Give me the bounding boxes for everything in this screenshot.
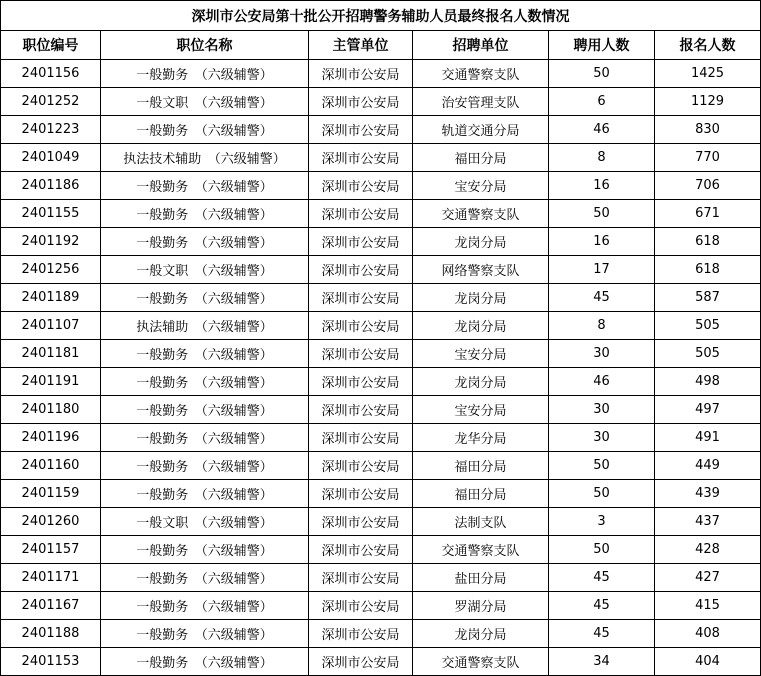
cell-position-code: 2401196 — [1, 424, 101, 452]
cell-applicants: 706 — [655, 172, 761, 200]
cell-recruiting-unit: 福田分局 — [413, 480, 549, 508]
cell-supervising-unit: 深圳市公安局 — [309, 620, 413, 648]
cell-applicants: 671 — [655, 200, 761, 228]
cell-position-code: 2401186 — [1, 172, 101, 200]
cell-applicants: 1425 — [655, 60, 761, 88]
table-row — [1, 620, 761, 648]
header-row — [1, 31, 761, 60]
cell-recruiting-unit: 龙岗分局 — [413, 284, 549, 312]
cell-hires: 50 — [549, 200, 655, 228]
cell-position-name: 一般文职 （六级辅警） — [101, 508, 309, 536]
cell-supervising-unit: 深圳市公安局 — [309, 116, 413, 144]
table-row — [1, 648, 761, 676]
cell-position-code: 2401157 — [1, 536, 101, 564]
cell-applicants: 437 — [655, 508, 761, 536]
table-row — [1, 564, 761, 592]
cell-position-code: 2401180 — [1, 396, 101, 424]
cell-supervising-unit: 深圳市公安局 — [309, 88, 413, 116]
cell-supervising-unit: 深圳市公安局 — [309, 424, 413, 452]
cell-applicants: 491 — [655, 424, 761, 452]
table-row — [1, 424, 761, 452]
cell-hires: 50 — [549, 536, 655, 564]
cell-recruiting-unit: 交通警察支队 — [413, 60, 549, 88]
cell-position-name: 一般勤务 （六级辅警） — [101, 200, 309, 228]
cell-position-name: 执法辅助 （六级辅警） — [101, 312, 309, 340]
table-title: 深圳市公安局第十批公开招聘警务辅助人员最终报名人数情况 — [1, 1, 761, 31]
cell-hires: 50 — [549, 60, 655, 88]
cell-supervising-unit: 深圳市公安局 — [309, 452, 413, 480]
cell-supervising-unit: 深圳市公安局 — [309, 284, 413, 312]
table-row — [1, 396, 761, 424]
cell-applicants: 830 — [655, 116, 761, 144]
cell-recruiting-unit: 罗湖分局 — [413, 592, 549, 620]
cell-position-code: 2401159 — [1, 480, 101, 508]
cell-hires: 30 — [549, 396, 655, 424]
cell-hires: 45 — [549, 564, 655, 592]
cell-position-name: 一般勤务 （六级辅警） — [101, 480, 309, 508]
table-row — [1, 144, 761, 172]
cell-supervising-unit: 深圳市公安局 — [309, 312, 413, 340]
cell-recruiting-unit: 网络警察支队 — [413, 256, 549, 284]
cell-applicants: 415 — [655, 592, 761, 620]
cell-recruiting-unit: 龙华分局 — [413, 424, 549, 452]
table-row — [1, 480, 761, 508]
table-row — [1, 116, 761, 144]
cell-applicants: 587 — [655, 284, 761, 312]
table-row — [1, 592, 761, 620]
cell-position-name: 一般文职 （六级辅警） — [101, 88, 309, 116]
cell-supervising-unit: 深圳市公安局 — [309, 172, 413, 200]
header-supervising-unit: 主管单位 — [309, 31, 413, 60]
cell-hires: 45 — [549, 284, 655, 312]
cell-supervising-unit: 深圳市公安局 — [309, 144, 413, 172]
cell-supervising-unit: 深圳市公安局 — [309, 648, 413, 676]
table-row — [1, 256, 761, 284]
cell-applicants: 497 — [655, 396, 761, 424]
cell-position-name: 一般勤务 （六级辅警） — [101, 648, 309, 676]
cell-recruiting-unit: 宝安分局 — [413, 340, 549, 368]
cell-hires: 34 — [549, 648, 655, 676]
cell-position-code: 2401167 — [1, 592, 101, 620]
cell-position-name: 一般勤务 （六级辅警） — [101, 396, 309, 424]
cell-recruiting-unit: 福田分局 — [413, 452, 549, 480]
cell-position-name: 一般勤务 （六级辅警） — [101, 564, 309, 592]
header-position-code: 职位编号 — [1, 31, 101, 60]
cell-recruiting-unit: 交通警察支队 — [413, 200, 549, 228]
cell-recruiting-unit: 交通警察支队 — [413, 536, 549, 564]
cell-recruiting-unit: 宝安分局 — [413, 172, 549, 200]
cell-supervising-unit: 深圳市公安局 — [309, 396, 413, 424]
cell-hires: 16 — [549, 172, 655, 200]
cell-position-code: 2401252 — [1, 88, 101, 116]
cell-supervising-unit: 深圳市公安局 — [309, 564, 413, 592]
table-row — [1, 284, 761, 312]
cell-position-name: 一般勤务 （六级辅警） — [101, 284, 309, 312]
cell-position-code: 2401188 — [1, 620, 101, 648]
cell-position-name: 一般文职 （六级辅警） — [101, 256, 309, 284]
header-applicants: 报名人数 — [655, 31, 761, 60]
cell-recruiting-unit: 治安管理支队 — [413, 88, 549, 116]
cell-hires: 3 — [549, 508, 655, 536]
cell-hires: 46 — [549, 116, 655, 144]
cell-recruiting-unit: 龙岗分局 — [413, 620, 549, 648]
cell-position-name: 一般勤务 （六级辅警） — [101, 368, 309, 396]
cell-applicants: 770 — [655, 144, 761, 172]
cell-recruiting-unit: 盐田分局 — [413, 564, 549, 592]
cell-applicants: 505 — [655, 312, 761, 340]
cell-position-name: 一般勤务 （六级辅警） — [101, 340, 309, 368]
cell-recruiting-unit: 宝安分局 — [413, 396, 549, 424]
title-row — [1, 1, 761, 31]
cell-position-code: 2401107 — [1, 312, 101, 340]
cell-recruiting-unit: 龙岗分局 — [413, 368, 549, 396]
cell-supervising-unit: 深圳市公安局 — [309, 508, 413, 536]
cell-hires: 30 — [549, 424, 655, 452]
cell-position-name: 一般勤务 （六级辅警） — [101, 116, 309, 144]
cell-position-name: 一般勤务 （六级辅警） — [101, 228, 309, 256]
cell-applicants: 408 — [655, 620, 761, 648]
cell-applicants: 449 — [655, 452, 761, 480]
cell-position-name: 一般勤务 （六级辅警） — [101, 620, 309, 648]
cell-applicants: 1129 — [655, 88, 761, 116]
cell-hires: 46 — [549, 368, 655, 396]
table-row — [1, 172, 761, 200]
cell-recruiting-unit: 福田分局 — [413, 144, 549, 172]
table-row — [1, 312, 761, 340]
table-row — [1, 536, 761, 564]
cell-recruiting-unit: 轨道交通分局 — [413, 116, 549, 144]
header-hires: 聘用人数 — [549, 31, 655, 60]
table-row — [1, 60, 761, 88]
cell-applicants: 404 — [655, 648, 761, 676]
cell-position-code: 2401155 — [1, 200, 101, 228]
cell-position-name: 一般勤务 （六级辅警） — [101, 536, 309, 564]
table-row — [1, 508, 761, 536]
table-body — [1, 60, 761, 676]
cell-position-name: 一般勤务 （六级辅警） — [101, 592, 309, 620]
cell-position-code: 2401171 — [1, 564, 101, 592]
table-row — [1, 228, 761, 256]
cell-hires: 50 — [549, 480, 655, 508]
cell-position-code: 2401223 — [1, 116, 101, 144]
table-row — [1, 88, 761, 116]
table-row — [1, 200, 761, 228]
cell-position-name: 执法技术辅助 （六级辅警） — [101, 144, 309, 172]
cell-applicants: 498 — [655, 368, 761, 396]
cell-position-name: 一般勤务 （六级辅警） — [101, 424, 309, 452]
cell-supervising-unit: 深圳市公安局 — [309, 200, 413, 228]
cell-position-code: 2401260 — [1, 508, 101, 536]
cell-hires: 8 — [549, 144, 655, 172]
cell-position-name: 一般勤务 （六级辅警） — [101, 60, 309, 88]
cell-supervising-unit: 深圳市公安局 — [309, 340, 413, 368]
header-recruiting-unit: 招聘单位 — [413, 31, 549, 60]
cell-position-name: 一般勤务 （六级辅警） — [101, 172, 309, 200]
cell-recruiting-unit: 龙岗分局 — [413, 312, 549, 340]
cell-hires: 8 — [549, 312, 655, 340]
cell-position-code: 2401156 — [1, 60, 101, 88]
table-row — [1, 452, 761, 480]
cell-position-name: 一般勤务 （六级辅警） — [101, 452, 309, 480]
cell-supervising-unit: 深圳市公安局 — [309, 256, 413, 284]
cell-supervising-unit: 深圳市公安局 — [309, 536, 413, 564]
cell-applicants: 427 — [655, 564, 761, 592]
header-position-name: 职位名称 — [101, 31, 309, 60]
cell-supervising-unit: 深圳市公安局 — [309, 592, 413, 620]
cell-recruiting-unit: 龙岗分局 — [413, 228, 549, 256]
cell-hires: 6 — [549, 88, 655, 116]
cell-supervising-unit: 深圳市公安局 — [309, 228, 413, 256]
cell-recruiting-unit: 交通警察支队 — [413, 648, 549, 676]
cell-position-code: 2401189 — [1, 284, 101, 312]
table-row — [1, 368, 761, 396]
cell-hires: 50 — [549, 452, 655, 480]
cell-supervising-unit: 深圳市公安局 — [309, 60, 413, 88]
cell-hires: 45 — [549, 620, 655, 648]
cell-applicants: 428 — [655, 536, 761, 564]
cell-applicants: 618 — [655, 228, 761, 256]
cell-position-code: 2401192 — [1, 228, 101, 256]
cell-recruiting-unit: 法制支队 — [413, 508, 549, 536]
cell-applicants: 618 — [655, 256, 761, 284]
cell-hires: 30 — [549, 340, 655, 368]
cell-position-code: 2401256 — [1, 256, 101, 284]
cell-hires: 16 — [549, 228, 655, 256]
cell-applicants: 439 — [655, 480, 761, 508]
cell-applicants: 505 — [655, 340, 761, 368]
cell-position-code: 2401153 — [1, 648, 101, 676]
table-row — [1, 340, 761, 368]
cell-position-code: 2401181 — [1, 340, 101, 368]
cell-hires: 45 — [549, 592, 655, 620]
cell-position-code: 2401191 — [1, 368, 101, 396]
cell-position-code: 2401160 — [1, 452, 101, 480]
cell-supervising-unit: 深圳市公安局 — [309, 368, 413, 396]
cell-position-code: 2401049 — [1, 144, 101, 172]
cell-hires: 17 — [549, 256, 655, 284]
cell-supervising-unit: 深圳市公安局 — [309, 480, 413, 508]
